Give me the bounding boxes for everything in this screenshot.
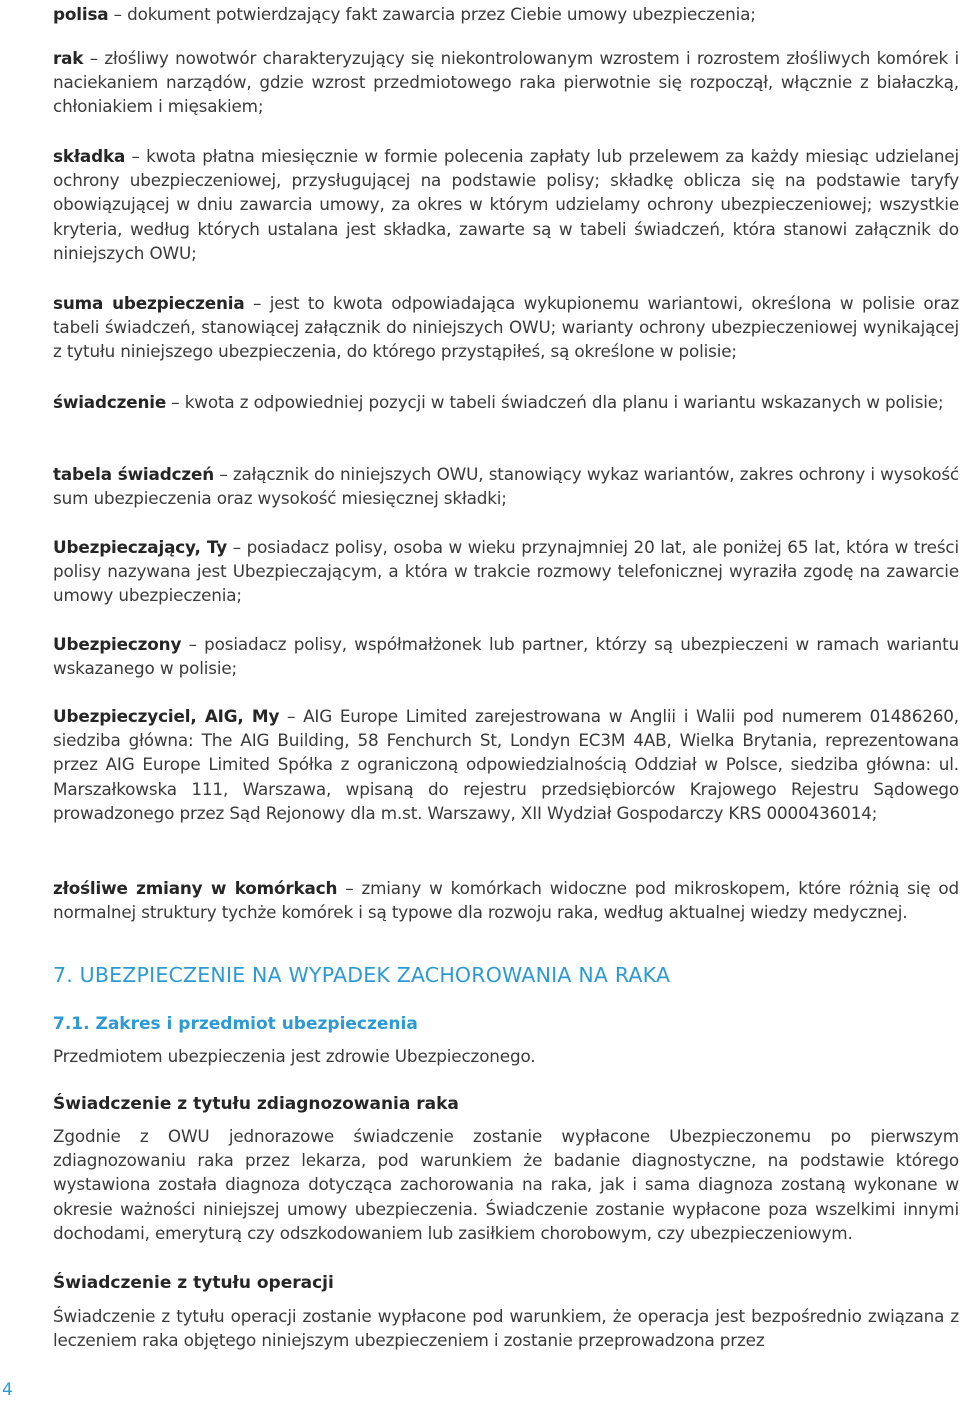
definition-text: dokument potwierdzający fakt zawarcia przez Ciebie umowy ubezpieczenia;	[127, 4, 756, 24]
definition-term: suma ubezpieczenia	[53, 293, 245, 313]
definition-term: Ubezpieczony	[53, 634, 182, 654]
operation-heading: Świadczenie z tytułu operacji	[53, 1273, 334, 1293]
definition-rak	[53, 46, 959, 119]
subsection-text: Przedmiotem ubezpieczenia jest zdrowie Ubezpieczonego.	[53, 1046, 536, 1066]
definition-separator: –	[244, 293, 270, 313]
page-number: 4	[2, 1380, 13, 1400]
definition-term: Ubezpieczający, Ty	[53, 537, 228, 557]
subsection-title: 7.1. Zakres i przedmiot ubezpieczenia	[53, 1014, 418, 1034]
definition-text: złośliwy nowotwór charakteryzujący się niekontrolowanym wzrostem i rozrostem złośliwych komórek i naciekaniem narządów, gdzie wzrost przedmiotowego raka pierwotnie się rozpoczął, włącznie z białaczką, chłoniakiem i mięsakiem;	[53, 48, 960, 117]
section-title: 7. UBEZPIECZENIE NA WYPADEK ZACHOROWANIA NA RAKA	[53, 963, 671, 987]
definition-text: kwota płatna miesięcznie w formie polecenia zapłaty lub przelewem za każdy miesiąc udzielanej ochrony ubezpieczeniowej, przysługującej na podstawie polisy; składkę oblicza się na podstawie taryfy obowiązującej w dniu zawarcia umowy, za okres w którym udzielamy ochrony ubezpieczeniowej; wszystkie kryteria, według których ustalana jest składka, zawarte są w tabeli świadczeń, która stanowi załącznik do niniejszych OWU;	[53, 146, 959, 263]
definition-term: złośliwe zmiany w komórkach	[53, 878, 338, 898]
definition-ubezpieczyciel	[53, 704, 959, 825]
definition-term: rak	[53, 48, 84, 68]
definition-term: świadczenie	[53, 392, 167, 412]
definition-skladka	[53, 144, 959, 265]
definition-text: zmiany w komórkach widoczne pod mikroskopem, które różnią się od normalnej struktury tychże komórek i są typowe dla rozwoju raka, według aktualnej wiedzy medycznej.	[53, 878, 959, 923]
definition-swiadczenie	[53, 390, 959, 414]
definition-text: kwota z odpowiedniej pozycji w tabeli świadczeń dla planu i wariantu wskazanych w polisie;	[184, 392, 944, 412]
definition-text: jest to kwota odpowiadająca wykupionemu wariantowi, określona w polisie oraz tabeli świadczeń, stanowiącej załącznik do niniejszych OWU; warianty ochrony ubezpieczeniowej wynikającej z tytułu niniejszego ubezpieczenia, do którego przystąpiłeś, są określone w polisie;	[53, 293, 960, 362]
definition-zlosliwe-zmiany	[53, 876, 959, 924]
diagnosis-heading: Świadczenie z tytułu zdiagnozowania raka	[53, 1094, 459, 1114]
definition-text: posiadacz polisy, współmałżonek lub partner, którzy są ubezpieczeni w ramach wariantu wskazanego w polisie;	[53, 634, 959, 679]
definition-separator: –	[337, 878, 362, 898]
operation-text: Świadczenie z tytułu operacji zostanie wypłacone pod warunkiem, że operacja jest bezpośrednio związana z leczeniem raka objętego niniejszym ubezpieczeniem i zostanie przeprowadzona przez	[53, 1306, 959, 1351]
definition-polisa	[53, 2, 959, 26]
definition-separator: –	[83, 48, 105, 68]
diagnosis-text: Zgodnie z OWU jednorazowe świadczenie zostanie wypłacone Ubezpieczonemu po pierwszym zdiagnozowaniu raka przez lekarza, pod warunkiem że badanie diagnostyczne, na podstawie którego wystawiona została diagnoza dotycząca zachorowania na raka, jak i sama diagnoza zostaną wykonane w okresie ważności niniejszej umowy ubezpieczenia. Świadczenie zostanie wypłacone poza wszelkimi innymi dochodami, emeryturą czy odszkodowaniem lub zasiłkiem chorobowym, czy ubezpieczeniowym.	[53, 1126, 959, 1243]
definition-ubezpieczajacy	[53, 535, 959, 608]
definition-text: AIG Europe Limited zarejestrowana w Anglii i Walii pod numerem 01486260, siedziba główna: The AIG Building, 58 Fenchurch St, Londyn EC3M 4AB, Wielka Brytania, reprezentowana przez AIG Europe Limited Spółka z ograniczoną odpowiedzialnością Oddział w Polsce, siedziba główna: ul. Marszałkowska 111, Warszawa, wpisaną do rejestru przedsiębiorców Krajowego Rejestru Sądowego prowadzonego przez Sąd Rejonowy dla m.st. Warszawy, XII Wydział Gospodarczy KRS 0000436014;	[53, 706, 959, 823]
definition-suma-ubezpieczenia	[53, 291, 959, 364]
definition-separator: –	[227, 537, 247, 557]
definition-term: Ubezpieczyciel, AIG, My	[53, 706, 280, 726]
definition-separator: –	[279, 706, 304, 726]
definition-term: tabela świadczeń	[53, 464, 215, 484]
definition-separator: –	[214, 464, 233, 484]
definition-separator: –	[125, 146, 147, 166]
definition-text: załącznik do niniejszych OWU, stanowiący wykaz wariantów, zakres ochrony i wysokość sum ubezpieczenia oraz wysokość miesięcznej składki;	[53, 464, 960, 509]
definition-separator: –	[181, 634, 205, 654]
definition-term: polisa	[53, 4, 109, 24]
definition-separator: –	[108, 4, 128, 24]
definition-term: składka	[53, 146, 126, 166]
definition-tabela-swiadczen	[53, 462, 959, 510]
definition-ubezpieczony	[53, 632, 959, 680]
definition-text: posiadacz polisy, osoba w wieku przynajmniej 20 lat, ale poniżej 65 lat, która w treści polisy nazywana jest Ubezpieczającym, a która w trakcie rozmowy telefonicznej wyraziła zgodę na zawarcie umowy ubezpieczenia;	[53, 537, 960, 606]
definition-separator: –	[166, 392, 185, 412]
